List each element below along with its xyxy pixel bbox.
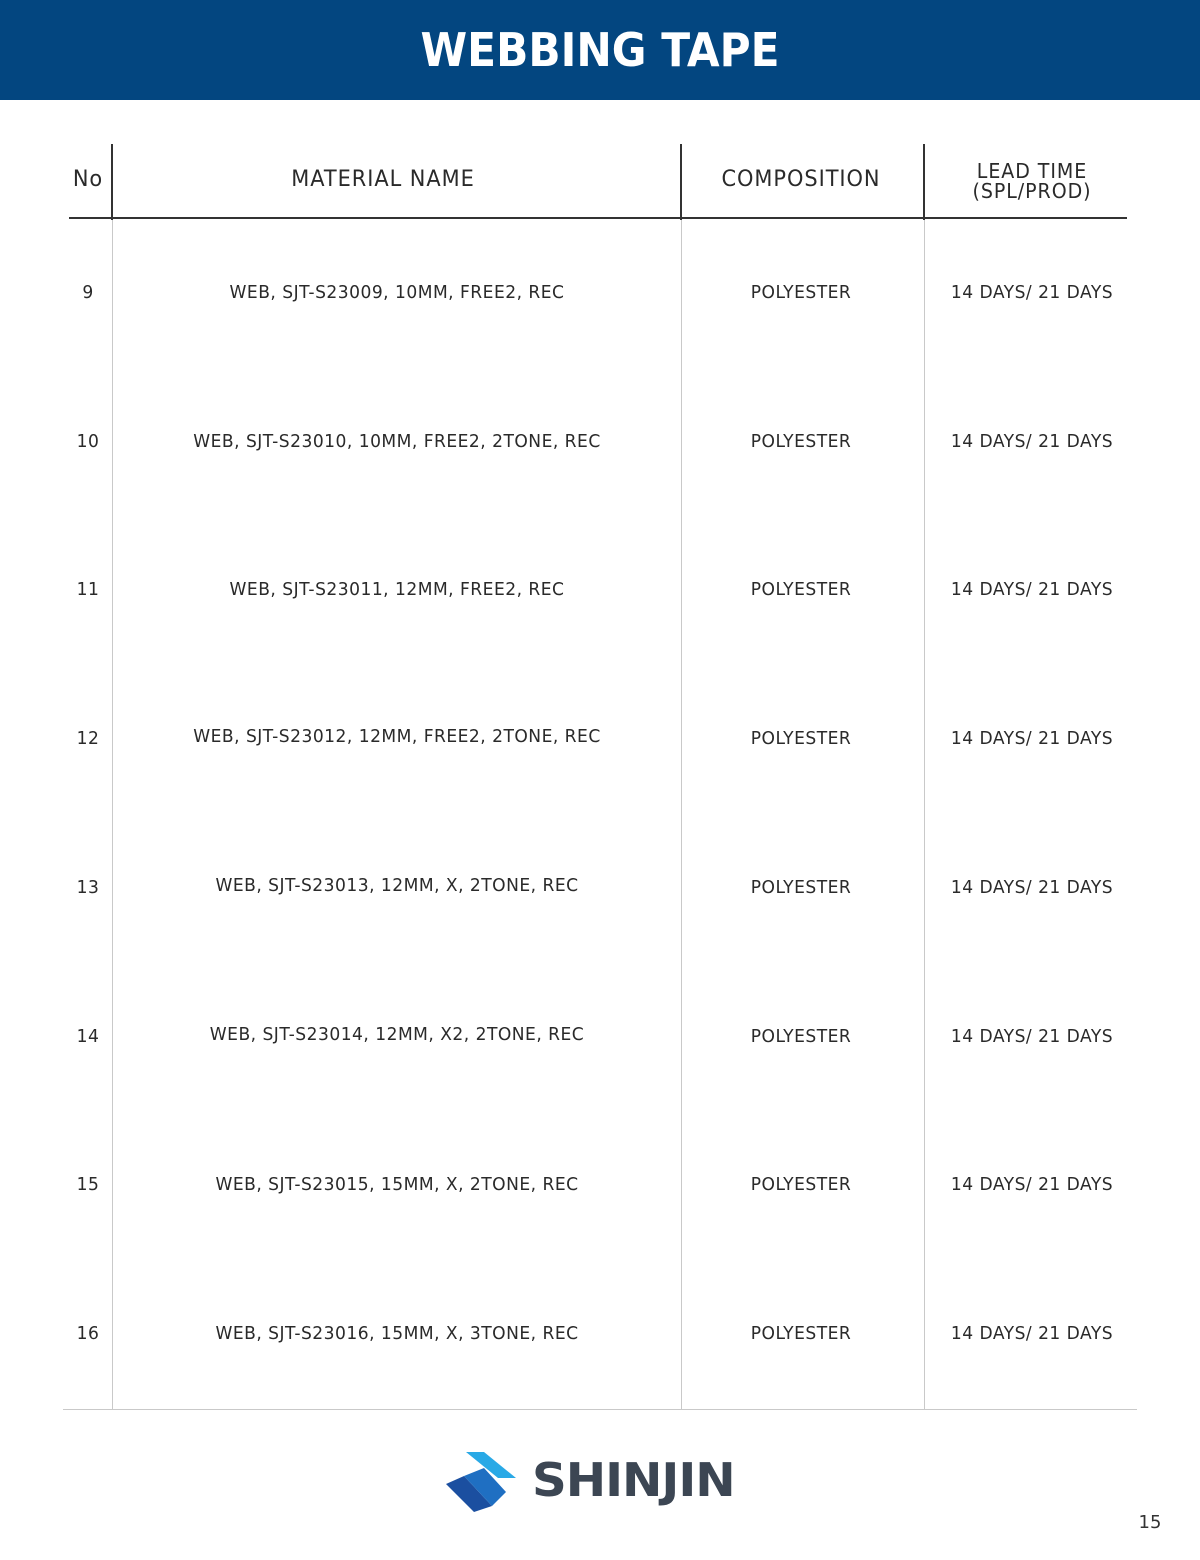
column-header-lead-time-sub: (SPL/PROD) [972,179,1092,203]
table-row-material: WEB, SJT-S23012, 12MM, FREE2, 2TONE, REC [193,726,601,747]
table-row-material: WEB, SJT-S23015, 15MM, X, 2TONE, REC [215,1174,579,1195]
shinjin-logo [444,1448,764,1514]
table-row-lead-time: 14 DAYS/ 21 DAYS [950,877,1114,898]
column-divider-3 [924,220,925,1410]
table-row-no: 11 [76,579,100,600]
table-row-material: WEB, SJT-S23011, 12MM, FREE2, REC [229,579,565,600]
table-row-lead-time: 14 DAYS/ 21 DAYS [950,1174,1114,1195]
table-row-composition: POLYESTER [750,1174,852,1195]
table-row-no: 13 [76,877,100,898]
column-divider-1 [112,220,113,1410]
header-divider-3 [923,144,925,220]
table-row-material: WEB, SJT-S23013, 12MM, X, 2TONE, REC [215,875,579,896]
header-divider-1 [111,144,113,220]
table-row-material: WEB, SJT-S23016, 15MM, X, 3TONE, REC [215,1323,579,1344]
table-row-lead-time: 14 DAYS/ 21 DAYS [950,1026,1114,1047]
column-header-composition: COMPOSITION [721,167,881,192]
table-row-material: WEB, SJT-S23014, 12MM, X2, 2TONE, REC [209,1024,585,1045]
shinjin-logo-icon [444,1448,524,1514]
table-row-material: WEB, SJT-S23010, 10MM, FREE2, 2TONE, REC [193,431,601,452]
page-title: WEBBING TAPE [420,23,780,77]
table-row-material: WEB, SJT-S23009, 10MM, FREE2, REC [229,282,565,303]
column-divider-2 [681,220,682,1410]
logo-wordmark: SHINJIN [532,1453,735,1507]
table-row-no: 9 [82,282,94,303]
table-row-lead-time: 14 DAYS/ 21 DAYS [950,579,1114,600]
table-row-lead-time: 14 DAYS/ 21 DAYS [950,431,1114,452]
header-underline [69,217,1127,219]
table-row-no: 10 [76,431,100,452]
table-row-lead-time: 14 DAYS/ 21 DAYS [950,728,1114,749]
page-number: 15 [1138,1512,1162,1533]
column-header-material-name: MATERIAL NAME [291,167,475,192]
table-row-composition: POLYESTER [750,431,852,452]
table-row-composition: POLYESTER [750,728,852,749]
column-header-lead-time: LEAD TIME [976,159,1088,183]
table-row-lead-time: 14 DAYS/ 21 DAYS [950,1323,1114,1344]
table-row-composition: POLYESTER [750,1323,852,1344]
table-row-no: 14 [76,1026,100,1047]
table-row-lead-time: 14 DAYS/ 21 DAYS [950,282,1114,303]
header-divider-2 [680,144,682,220]
table-row-composition: POLYESTER [750,877,852,898]
table-row-composition: POLYESTER [750,579,852,600]
table-bottom-line [63,1409,1137,1410]
table-row-composition: POLYESTER [750,1026,852,1047]
table-row-no: 15 [76,1174,100,1195]
table-row-no: 16 [76,1323,100,1344]
column-header-no: No [72,167,104,192]
table-row-no: 12 [76,728,100,749]
table-row-composition: POLYESTER [750,282,852,303]
